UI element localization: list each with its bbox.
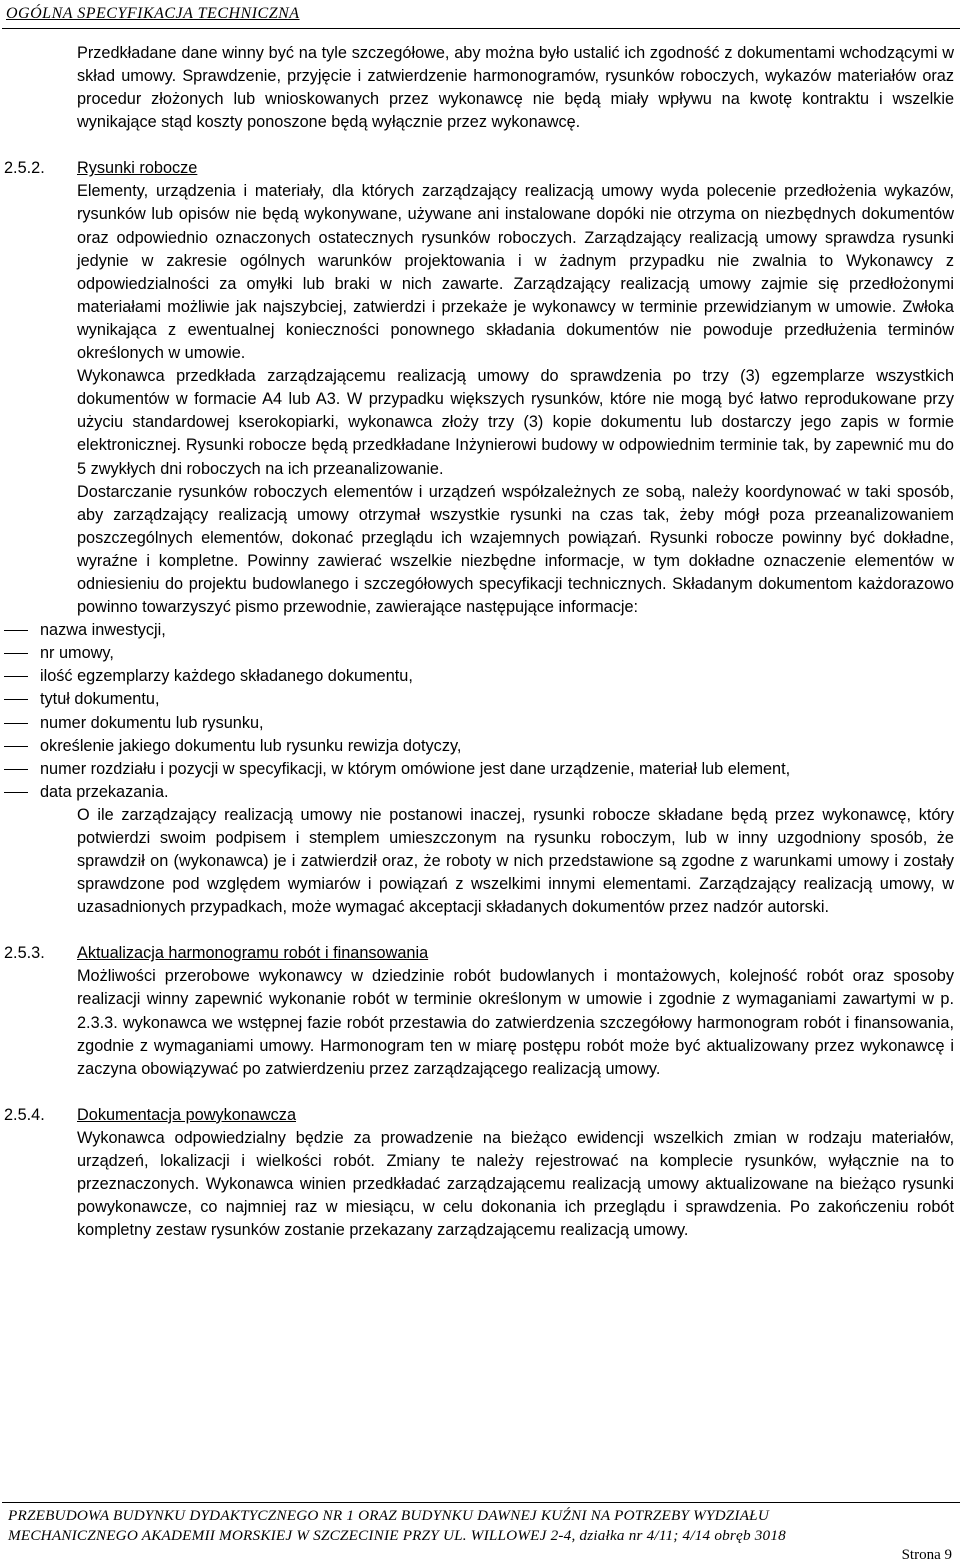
dash-bullet (4, 792, 28, 793)
section-number: 2.5.3. (4, 944, 45, 963)
page-number: Strona 9 (901, 1547, 952, 1563)
section-paragraph: O ile zarządzający realizacją umowy nie postanowi inaczej, rysunki robocze składane będą przez wykonawcę, który potwierdzi swoim podpisem i stemplem umieszczonym na rysunku roboczym, lub w inny uzgodniony sposób, że sprawdził on (wykonawca) je i zatwierdził oraz, że roboty w nich przedstawione są zgodne z warunkami umowy i zostały sprawdzone pod względem wymiarów i powiązań z wszelkimi innymi elementami. Zarządzający realizacją umowy, w uzasadnionych przypadkach, może wymagać akceptacji składanych dokumentów przez nadzór autorski. (77, 805, 954, 917)
section-heading (4, 942, 954, 965)
section-paragraph: Dostarczanie rysunków roboczych elementów i urządzeń współzależnych ze sobą, należy koordynować w taki sposób, aby zarządzający realizacją umowy otrzymał wszystkie rysunki na czas tak, żeby mógł poza przeanalizowaniem poszczególnych elementów, dokonać przeglądu ich wzajemnych powiązań. Rysunki robocze powinny być dokładne, wyraźne i kompletne. Powinny zawierać wszelkie niezbędne informacje, w tym dokładne oznaczenie elementów w odniesieniu do projektu budowlanego i szczegółowych specyfikacji technicznych. Składanym dokumentom każdorazowo powinno towarzyszyć pismo przewodnie, zawierające następujące informacje: (77, 482, 954, 617)
section-2-5-4 (4, 1104, 954, 1242)
list-item (4, 619, 954, 642)
info-list (4, 619, 954, 804)
list-item-text: numer rozdziału i pozycji w specyfikacji, w którym omówione jest dane urządzenie, materiał lub element, (40, 759, 791, 778)
page-header (2, 2, 960, 29)
list-item (4, 665, 954, 688)
list-item-text: numer dokumentu lub rysunku, (40, 713, 264, 732)
dash-bullet (4, 630, 28, 631)
list-item-text: nr umowy, (40, 644, 114, 663)
section-2-5-2 (4, 157, 954, 919)
header-title: OGÓLNA SPECYFIKACJA TECHNICZNA (6, 5, 300, 22)
list-item (4, 688, 954, 711)
footer-project-line-2: MECHANICZNEGO AKADEMII MORSKIEJ W SZCZECINIE PRZY UL. WILLOWEJ 2-4, działka nr 4/11; 4/14 obręb 3018 (8, 1527, 786, 1544)
list-item-text: określenie jakiego dokumentu lub rysunku rewizja dotyczy, (40, 736, 462, 755)
intro-paragraph: Przedkładane dane winny być na tyle szczegółowe, aby można było ustalić ich zgodność z dokumentami wchodzącymi w skład umowy. Sprawdzenie, przyjęcie i zatwierdzenie harmonogramów, rysunków roboczych, wykazów materiałów oraz procedur złożonych lub wnioskowanych przez wykonawcę nie będą miały wpływu na kwotę kontraktu i wszelkie wynikające stąd koszty ponoszone będą wyłącznie przez wykonawcę. (77, 44, 954, 132)
section-paragraph: Możliwości przerobowe wykonawcy w dziedzinie robót budowlanych i montażowych, kolejność robót oraz sposoby realizacji winny zapewnić wykonanie robót w terminie określonym w umowie i zgodnie z wymaganiami zawartymi w p. 2.3.3. wykonawca we wstępnej fazie robót przestawia do zatwierdzenia szczegółowy harmonogram robót i finansowania, zgodnie z wymaganiami umowy. Harmonogram ten w miarę postępu robót może być aktualizowany przez wykonawcę i zaczyna obowiązywać po zatwierdzeniu przez zarządzającego realizacją umowy. (77, 967, 954, 1078)
list-item (4, 758, 954, 781)
footer-project-line-1: PRZEBUDOWA BUDYNKU DYDAKTYCZNEGO NR 1 ORAZ BUDYNKU DAWNEJ KUŹNI NA POTRZEBY WYDZIAŁU (8, 1507, 769, 1524)
list-item-text: data przekazania. (40, 782, 169, 801)
dash-bullet (4, 746, 28, 747)
section-paragraph: Wykonawca odpowiedzialny będzie za prowadzenie na bieżąco ewidencji wszelkich zmian w rodzaju materiałów, urządzeń, lokalizacji i wielkości robót. Zmiany te należy rejestrować na komplecie rysunków, wyłącznie na to przeznaczonych. Wykonawca winien przedkładać zarządzającemu realizacją umowy aktualizowane na bieżąco rysunki powykonawcze, co najmniej raz w miesiącu, w celu dokonania ich przeglądu i sprawdzenia. Po zakończeniu robót kompletny zestaw rysunków zostanie przekazany zarządzającemu realizacją umowy. (77, 1128, 954, 1240)
page-footer (2, 1502, 960, 1567)
section-heading (4, 157, 954, 180)
list-item (4, 712, 954, 735)
section-title: Rysunki robocze (77, 159, 198, 178)
dash-bullet (4, 769, 28, 770)
list-item (4, 642, 954, 665)
list-item-text: ilość egzemplarzy każdego składanego dokumentu, (40, 667, 413, 686)
section-title: Dokumentacja powykonawcza (77, 1105, 297, 1124)
dash-bullet (4, 676, 28, 677)
section-paragraph: Wykonawca przedkłada zarządzającemu realizacją umowy do sprawdzenia po trzy (3) egzemplarze wszystkich dokumentów w formacie A4 lub A3. W przypadku większych rysunków, które nie mogą być łatwo reprodukowane przy użyciu standardowej kserokopiarki, wykonawca złoży trzy (3) kopie dokumentu lub dostarczy jego zapis w formie elektronicznej. Rysunki robocze będą przedkładane Inżynierowi budowy w odpowiednim terminie tak, by zapewnić mu do 5 zwykłych dni roboczych na ich przeanalizowanie. (77, 367, 954, 478)
dash-bullet (4, 723, 28, 724)
list-item (4, 735, 954, 758)
section-title: Aktualizacja harmonogramu robót i finansowania (77, 944, 429, 963)
list-item-text: nazwa inwestycji, (40, 621, 166, 640)
list-item (4, 781, 954, 804)
document-body (4, 42, 954, 1242)
section-2-5-3 (4, 942, 954, 1080)
section-number: 2.5.4. (4, 1105, 45, 1124)
section-heading (4, 1104, 954, 1127)
section-paragraph: Elementy, urządzenia i materiały, dla których zarządzający realizacją umowy wyda polecenie przedłożenia wykazów, rysunków lub opisów nie będą wykonywane, używane ani instalowane dopóki nie otrzyma on niezbędnych dokumentów oraz odpowiednio oznaczonych ostatecznych rysunków roboczych. Zarządzający realizacją umowy sprawdza rysunki jedynie w zakresie ogólnych warunków projektowania i w żadnym przypadku nie zwalnia to Wykonawcy z odpowiedzialności za omyłki lub braki w nich zawarte. Zarządzający realizacją umowy zajmie się przedłożonymi materiałami możliwie jak najszybciej, zatwierdzi i przekaże je wykonawcy w terminie przewidzianym w umowie. Zwłoka wynikająca z ewentualnej konieczności ponownego składania dokumentów nie powoduje przedłużenia terminów określonych w umowie. (77, 182, 954, 363)
section-number: 2.5.2. (4, 159, 45, 178)
dash-bullet (4, 699, 28, 700)
dash-bullet (4, 653, 28, 654)
list-item-text: tytuł dokumentu, (40, 690, 160, 709)
